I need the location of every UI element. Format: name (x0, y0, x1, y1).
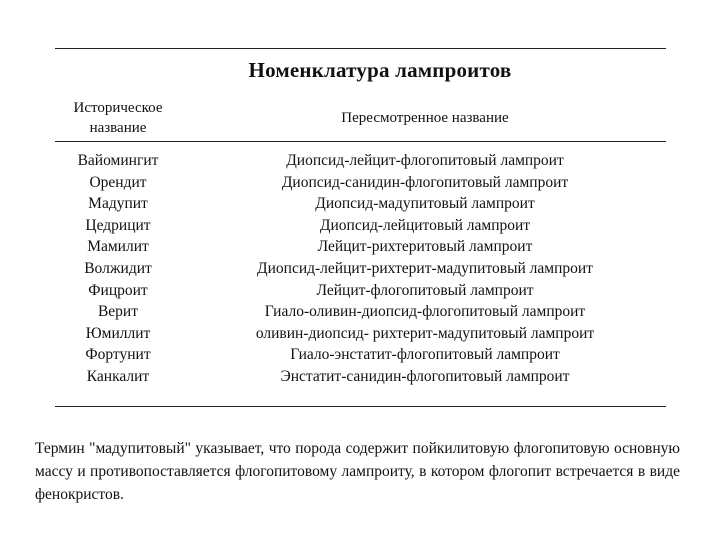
nomenclature-table (0, 150, 720, 388)
historical-name: Мамилит (87, 238, 149, 256)
table-row (0, 193, 720, 215)
revised-name: Диопсид-лейцит-рихтерит-мадупитовый лампроит (257, 259, 593, 277)
historical-name: Вайомингит (77, 152, 159, 169)
table-row (0, 172, 720, 194)
column-header-revised: Пересмотренное название (341, 110, 509, 126)
revised-name: Диопсид-лейцитовый лампроит (319, 216, 531, 234)
table-row (0, 366, 720, 388)
revised-name: оливин-диопсид- рихтерит-мадупитовый лампроит (255, 324, 595, 342)
revised-name: Диопсид-санидин-флогопитовый лампроит (281, 173, 569, 191)
column-header-historical: Историческое название (73, 100, 163, 136)
bottom-rule (55, 406, 666, 407)
historical-name: Фицроит (88, 281, 148, 299)
historical-name: Волжидит (84, 259, 152, 277)
historical-name: Канкалит (86, 367, 150, 385)
revised-name: Лейцит-флогопитовый лампроит (316, 281, 534, 299)
revised-name: Гиало-энстатит-флогопитовый лампроит (290, 346, 560, 364)
revised-name: Лейцит-рихтеритовый лампроит (317, 238, 533, 256)
historical-name: Фортунит (85, 346, 151, 364)
table-row (0, 258, 720, 280)
historical-name: Верит (97, 303, 139, 321)
revised-name: Диопсид-лейцит-флогопитовый лампроит (286, 152, 564, 169)
revised-name: Диопсид-мадупитовый лампроит (315, 195, 535, 213)
header-rule (55, 141, 666, 142)
historical-name: Цедрицит (85, 216, 151, 234)
table-row (0, 215, 720, 237)
table-row (0, 280, 720, 302)
table-row (0, 150, 720, 172)
page-title: Номенклатура лампроитов (248, 58, 512, 82)
historical-name: Мадупит (88, 195, 148, 213)
top-rule (55, 48, 666, 49)
table-row (0, 323, 720, 345)
table-row (0, 344, 720, 366)
revised-name: Гиало-оливин-диопсид-флогопитовый лампроит (264, 303, 586, 321)
historical-name: Орендит (89, 173, 147, 191)
historical-name: Юмиллит (85, 324, 151, 342)
revised-name: Энстатит-санидин-флогопитовый лампроит (280, 367, 570, 385)
table-row (0, 301, 720, 323)
table-row (0, 236, 720, 258)
footnote-paragraph: Термин "мадупитовый" указывает, что порода содержит пойкилитовую флогопитовую основную массу и противопоставляется флогопитовому лампроиту, в котором флогопит встречается в виде фенокристов. (35, 440, 680, 503)
